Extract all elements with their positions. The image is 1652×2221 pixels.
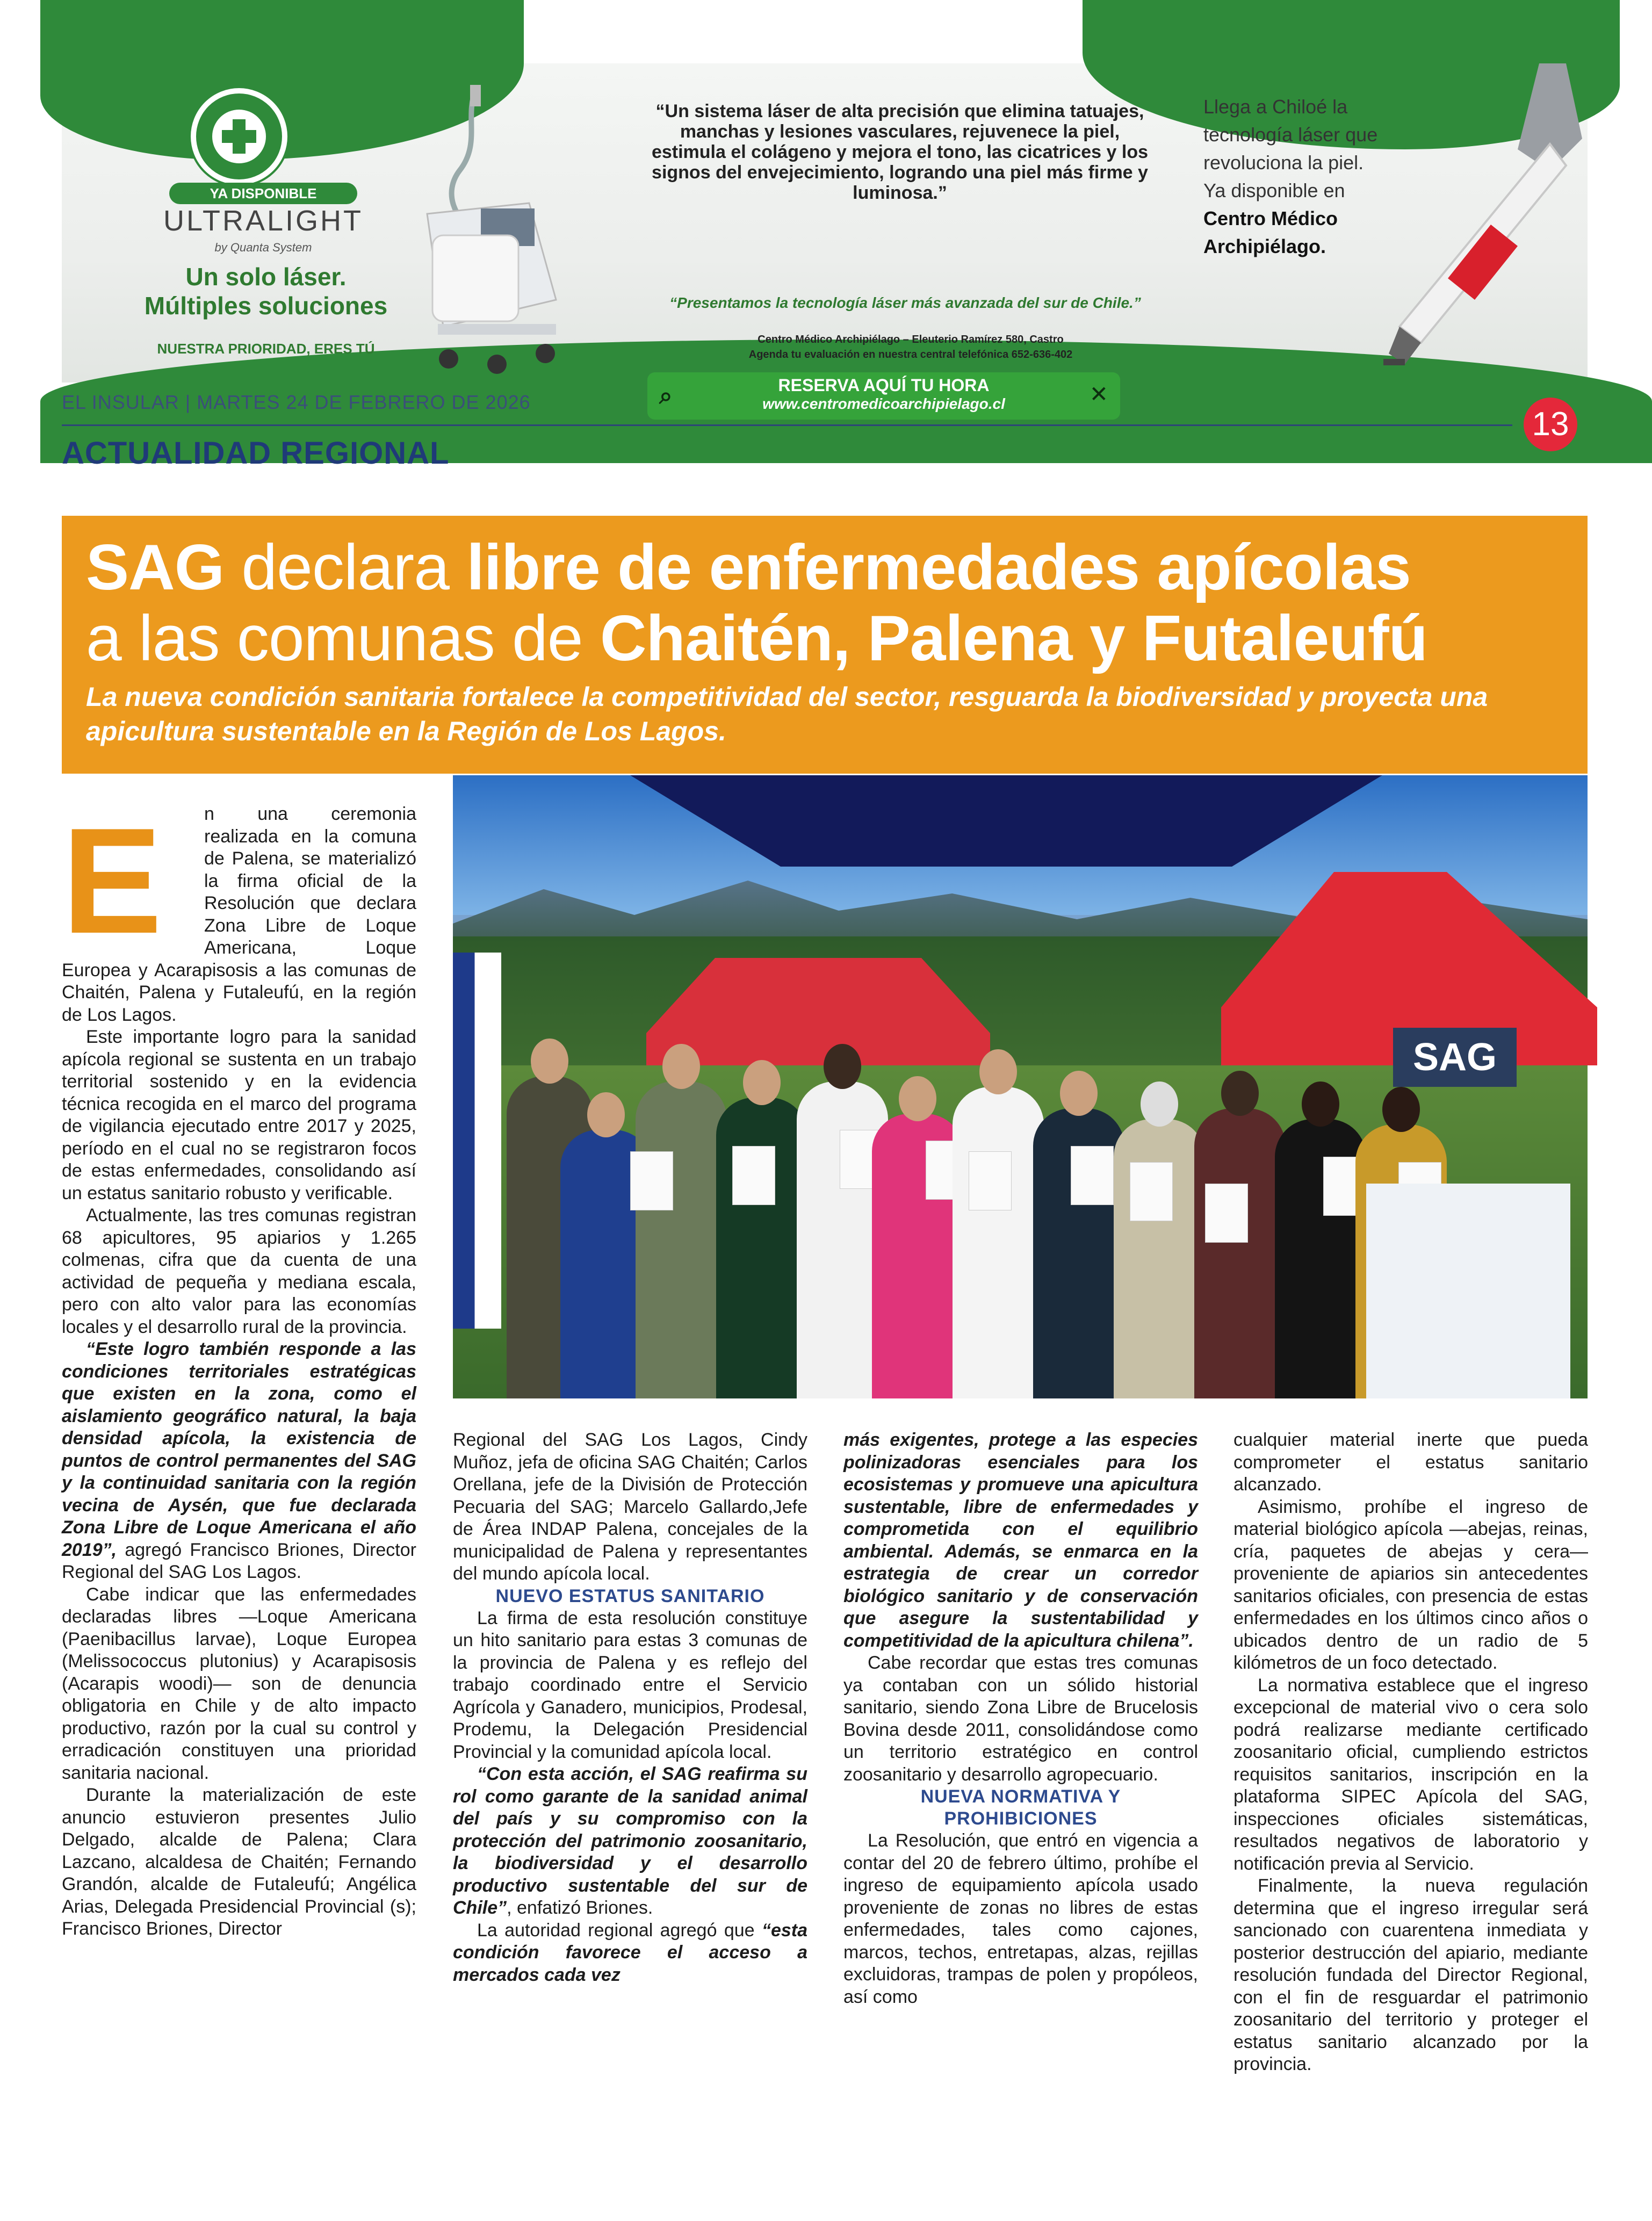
attribution-text: , enfatizó Briones.: [507, 1898, 653, 1918]
subsection-heading: NUEVO ESTATUS SANITARIO: [495, 1585, 765, 1606]
article-paragraph: [453, 1920, 807, 1987]
headline: [86, 532, 1590, 674]
ad-side-line: Ya disponible en: [1203, 179, 1345, 201]
article-paragraph: Durante la materialización de este anuncio estuvieron presentes Julio Delgado, alcalde de Palena; Clara Lazcano, alcaldesa de Chaitén; Fernando Grandón, alcalde de Futaleufú; Angélica Arias, Delegada Presidencial Provincial (s); Francisco Briones, Director: [62, 1785, 416, 1939]
ad-slogan-line: Un solo láser.: [185, 263, 347, 291]
article-column-4: [1233, 1429, 1588, 2076]
ad-priority: NUESTRA PRIORIDAD, ERES TÚ: [157, 341, 375, 357]
drop-cap: E: [62, 797, 162, 965]
photo-document: [1071, 1146, 1114, 1205]
product-brand: ULTRALIGHT: [163, 205, 364, 237]
photo-document: [732, 1146, 775, 1205]
headline-line: [86, 603, 1590, 674]
ad-quote: “Un sistema láser de alta precisión que elimina tatuajes, manchas y lesiones vasculares, rejuvenece la piel, estimula el colágeno y mejora el tono, las cicatrices y los signos del envejecimiento, logrando una piel más firme y luminosa.”: [651, 101, 1149, 203]
ad-side-line: tecnología láser que: [1203, 124, 1378, 146]
photo-document: [1205, 1184, 1248, 1243]
photo-person-head: [587, 1092, 625, 1137]
headline-box: [62, 516, 1588, 774]
article-paragraph: Asimismo, prohíbe el ingreso de material biológico apícola —abejas, reinas, cría, paquetes de abejas y cera— proveniente de apiarios sin antecedentes sanitarios oficiales, con presencia de estas enfermedades en los últimos cinco años o ubicados dentro de un radio de 5 kilómetros de un foco detectado.: [1233, 1496, 1588, 1673]
medical-cross-icon: [212, 110, 266, 163]
photo-document: [969, 1151, 1012, 1210]
headline-light: a las comunas de: [86, 602, 600, 674]
product-maker: by Quanta System: [214, 241, 312, 254]
photo-person-head: [979, 1049, 1017, 1094]
available-badge: YA DISPONIBLE: [169, 183, 357, 204]
photo-flag: [453, 953, 501, 1329]
body-text: La autoridad regional agregó que: [477, 1920, 762, 1941]
attribution-text: agregó Francisco Briones, Director Regional del SAG Los Lagos.: [62, 1539, 416, 1582]
clinic-name: Centro Médico: [1203, 207, 1338, 229]
article-paragraph: Regional del SAG Los Lagos, Cindy Muñoz, jefa de oficina SAG Chaitén; Carlos Orellana, jefe de la División de Protección Pecuaria del SAG; Marcelo Gallardo,Jefe de Área INDAP Palena, concejales de la municipalidad de Palena y representantes del mundo apícola local.: [453, 1430, 807, 1584]
section-title: ACTUALIDAD REGIONAL: [62, 436, 450, 471]
article-column-2: [453, 1429, 807, 1986]
dateline: EL INSULAR | MARTES 24 DE FEBRERO DE 2026: [62, 391, 531, 413]
photo-person: [1194, 1108, 1286, 1398]
headline-bold: libre de enfermedades apícolas: [466, 531, 1411, 603]
clinic-name: Archipiélago.: [1203, 235, 1326, 257]
header-divider: [62, 424, 1512, 426]
ad-tagline: “Presentamos la tecnología láser más avanzada del sur de Chile.”: [669, 294, 1141, 311]
article-paragraph: Cabe recordar que estas tres comunas ya contaban con un sólido historial sanitario, siendo Zona Libre de Brucelosis Bovina desde 2011, consolidándose como un territorio estratégico en control zoosanitario y desarrollo agropecuario.: [843, 1653, 1198, 1785]
article-paragraph: Finalmente, la nueva regulación determina que el ingreso irregular será sancionado con cuarentena inmediata y posterior destrucción del apiario, mediante resolución fundada del Director Regional, con el fin de resguardar el patrimonio zoosanitario del territorio y proteger el estatus sanitario alcanzado por la provincia.: [1233, 1876, 1588, 2074]
photo-person: [1114, 1119, 1205, 1398]
photo-person: [636, 1081, 727, 1398]
drop-cap-spacer: [62, 797, 204, 965]
ad-slogan: [105, 262, 427, 320]
article-paragraph: [62, 1338, 416, 1584]
subheadline: La nueva condición sanitaria fortalece la competitividad del sector, resguarda la biodiversidad y proyecta una apicultura sustentable en la Región de Los Lagos.: [86, 682, 1488, 746]
photo-person: [716, 1098, 807, 1398]
photo-person-head: [1382, 1087, 1420, 1132]
page-number: 13: [1524, 398, 1577, 451]
photo-person-head: [1141, 1081, 1178, 1127]
photo-person-head: [1302, 1081, 1339, 1127]
ad-side-line: Llega a Chiloé la: [1203, 96, 1348, 118]
photo-person: [953, 1087, 1044, 1398]
photo-person-head: [1060, 1071, 1098, 1116]
quote-text: “Con esta acción, el SAG reafirma su rol como garante de la sanidad animal del país y su compromiso con la protección del patrimonio zoosanitario, la biodiversidad y el desarrollo productivo sustentable del sur de Chile”: [453, 1764, 807, 1918]
article-paragraph: La Resolución, que entró en vigencia a contar del 20 de febrero último, prohíbe el ingreso de equipamiento apícola usado proveniente de zonas no libres de estas enfermedades, tales como cajones, marcos, techos, entretapas, alzas, rejillas excluidoras, trampas de polen y propóleos, así como: [843, 1830, 1198, 2007]
quote-text: “Este logro también responde a las condiciones territoriales estratégicas que existen en la zona, como el aislamiento geográfico natural, la baja densidad apícola, la existencia de puntos de control permanentes del SAG y la continuidad sanitaria con la región vecina de Aysén, que fue declarada Zona Libre de Loque Americana el año 2019”,: [62, 1339, 416, 1560]
close-icon[interactable]: ✕: [1089, 381, 1108, 407]
article-paragraph: Actualmente, las tres comunas registran 68 apicultores, 95 apiarios y 1.265 colmenas, cifra que da cuenta de una actividad de pequeña y mediana escala, pero con alto valor para las economías locales y el desarrollo rural de la provincia.: [62, 1205, 416, 1337]
article-paragraph: [453, 1763, 807, 1920]
ad-address-line: Centro Médico Archipiélago – Eleuterio Ramírez 580, Castro: [758, 334, 1064, 345]
quote-text: más exigentes, protege a las especies polinizadoras esenciales para los ecosistemas y promueve una apicultura sustentable, libre de enfermedades y comprometida con el equilibrio ambiental. Además, se enmarca en la estrategia de crear un corredor biológico sanitario y de conservación que asegure la sustentabilidad y competitividad de la apicultura chilena”.: [843, 1430, 1198, 1651]
article-paragraph: Cabe indicar que las enfermedades declaradas libres —Loque Americana (Paenibacillus larvae), Loque Europea (Melissococcus plutonius) y Acarapisosis (Acarapis woodi)— son de denuncia obligatoria en Chile y de alto impacto productivo, razón por la cual su control y erradicación constituyen una prioridad sanitaria nacional.: [62, 1584, 416, 1783]
article-paragraph: La firma de esta resolución constituye un hito sanitario para estas 3 comunas de la provincia de Palena y es reflejo del trabajo coordinado entre el Servicio Agrícola y Ganadero, municipios, Prodesal, Prodemu, la Delegación Presidencial Provincial y la comunidad apícola local.: [453, 1607, 807, 1762]
photo-person-head: [531, 1039, 568, 1084]
photo-person-head: [662, 1044, 700, 1089]
sag-sign: SAG: [1393, 1028, 1517, 1087]
ad-address: [642, 332, 1179, 362]
ad-side-line: revoluciona la piel.: [1203, 152, 1364, 174]
laser-machine-image: [395, 74, 588, 380]
article-column-3: [843, 1429, 1198, 2008]
photo-person-head: [824, 1044, 861, 1089]
headline-bold: Chaitén, Palena y Futaleufú: [600, 602, 1427, 674]
photo-person-head: [899, 1076, 936, 1121]
photo-table: [1366, 1184, 1570, 1398]
article-paragraph: cualquier material inerte que pueda comprometer el estatus sanitario alcanzado.: [1233, 1430, 1588, 1495]
article-paragraph: Este importante logro para la sanidad apícola regional se sustenta en un trabajo territorial sostenido y en la evidencia técnica recogida en el marco del programa de vigilancia ejecutado entre 2017 y 2025, período en el cual no se registraron focos de estas enfermedades, consolidando así un estatus sanitario robusto y verificable.: [62, 1027, 416, 1203]
headline-bold: SAG: [86, 531, 225, 603]
headline-line: [86, 532, 1590, 603]
ad-slogan-line: Múltiples soluciones: [144, 292, 388, 320]
subsection-heading: NUEVA NORMATIVA Y PROHIBICIONES: [920, 1786, 1121, 1829]
article-paragraph: La normativa establece que el ingreso excepcional de material vivo o cera solo podrá realizarse mediante certificado zoosanitario oficial, cumpliendo estrictos requisitos sanitarios, inscripción en la plataforma SIPEC Apícola del SAG, inspecciones oficiales sistemáticas, resultados negativos de laboratorio y notificación previa al Servicio.: [1233, 1675, 1588, 1874]
article-paragraph: [843, 1429, 1198, 1652]
cta-url[interactable]: www.centromedicoarchipielago.cl: [762, 395, 1005, 412]
cta-label: RESERVA AQUÍ TU HORA: [778, 376, 990, 395]
ad-address-line: Agenda tu evaluación en nuestra central telefónica 652-636-402: [748, 349, 1073, 360]
quote-text: “esta condición favorece el acceso a mercados cada vez: [453, 1920, 807, 1985]
article-photo: [453, 775, 1588, 1398]
photo-document: [630, 1151, 673, 1210]
book-appointment-button[interactable]: [647, 372, 1120, 420]
laser-handpiece-image: [1314, 63, 1593, 386]
article-paragraph: n una ceremonia realizada en la comuna de Palena, se materializó la firma oficial de la Resolución que declara Zona Libre de Loque Americana, Loque Europea y Acarapisosis a las comunas de Chaitén, Palena y Futaleufú, en la región de Los Lagos.: [62, 804, 416, 1025]
search-icon: ⌕: [659, 382, 673, 409]
photo-person-head: [743, 1060, 781, 1105]
photo-document: [1130, 1162, 1173, 1221]
photo-person-head: [1221, 1071, 1259, 1116]
article-column-1: [62, 797, 416, 1941]
headline-light: declara: [224, 531, 467, 603]
clinic-logo: [191, 88, 287, 185]
